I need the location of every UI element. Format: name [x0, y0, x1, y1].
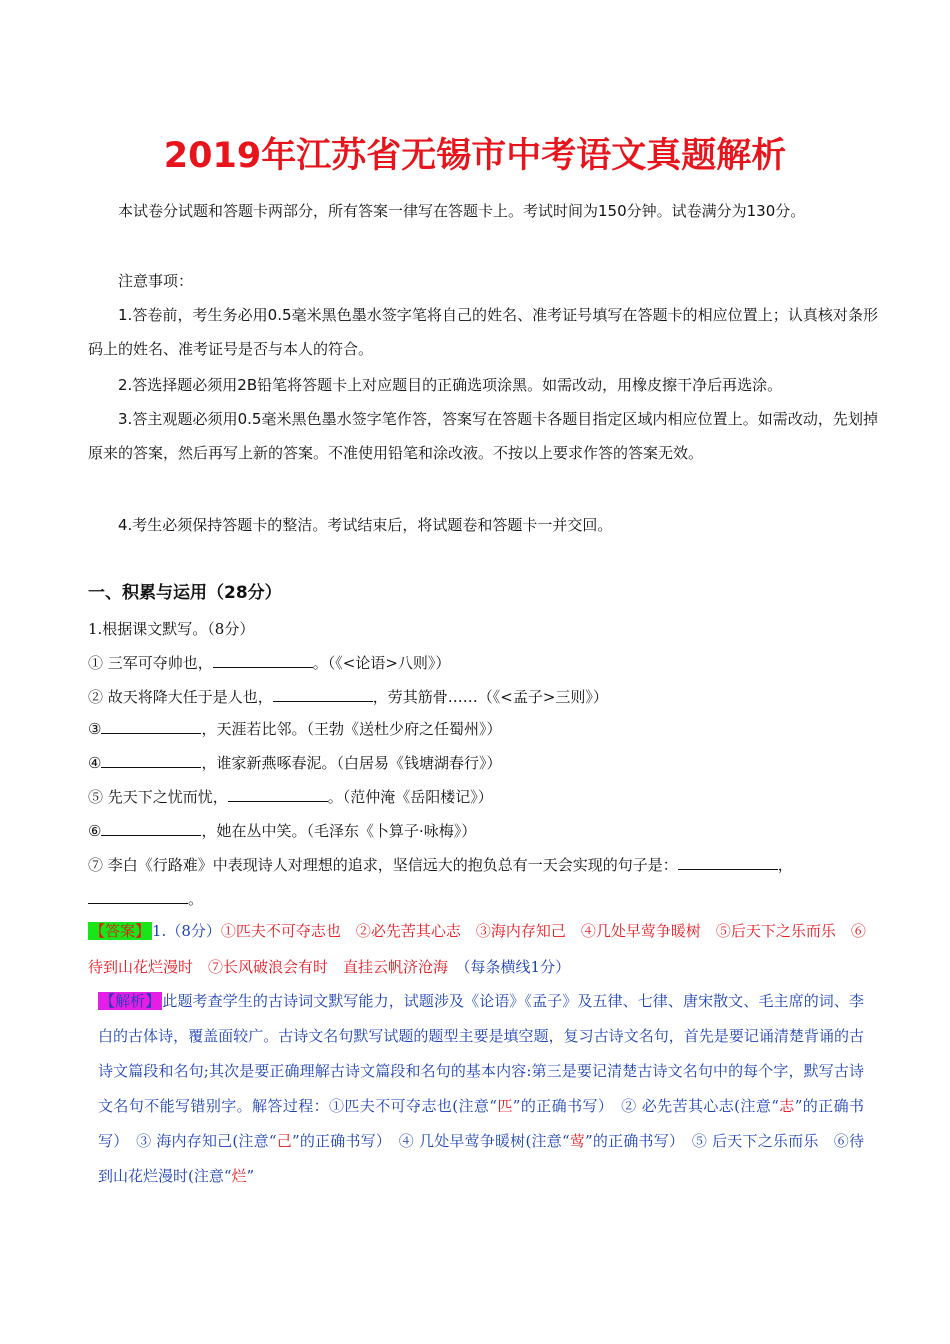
- question-item-5: [88, 786, 878, 807]
- analysis-text: ”的正确书写） ⑤ 后天下之乐而乐 ⑥待到山花烂漫时(注意“: [98, 1132, 864, 1185]
- intro-paragraph: 本试卷分试题和答题卡两部分，所有答案一律写在答题卡上。考试时间为150分钟。试卷满分为130分。: [118, 202, 806, 220]
- highlight-char: 莺: [569, 1132, 586, 1150]
- answer-blank[interactable]: [88, 889, 188, 904]
- answer-number: 1.（8分）: [152, 922, 221, 940]
- item-pre: ⑥: [88, 822, 102, 840]
- question-item-7: [88, 854, 878, 875]
- analysis-text: ”: [246, 1167, 255, 1185]
- item-pre: ② 故天将降大任于是人也，: [88, 688, 273, 706]
- answer-blank[interactable]: [228, 787, 328, 802]
- highlight-char: 己: [276, 1132, 292, 1150]
- item-post: ，天涯若比邻。（王勃《送杜少府之任蜀州》）: [201, 720, 502, 738]
- notice-1: 1.答卷前，考生务必用0.5毫米黑色墨水签字笔将自己的姓名、准考证号填写在答题卡的相应位置上；认真核对条形码上的姓名、准考证号是否与本人的符合。: [88, 306, 878, 358]
- question-item-3: [88, 718, 878, 739]
- item-pre: ⑦ 李白《行路难》中表现诗人对理想的追求，坚信远大的抱负总有一天会实现的句子是：: [88, 856, 678, 874]
- question-item-6: [88, 820, 878, 841]
- notice-3: 3.答主观题必须用0.5毫米黑色墨水签字笔作答，答案写在答题卡各题目指定区域内相应位置上。如需改动，先划掉原来的答案，然后再写上新的答案。不准使用铅笔和涂改液。不按以上要求作答的答案无效。: [88, 410, 878, 462]
- item-post: 。（范仲淹《岳阳楼记》）: [327, 788, 493, 806]
- question-item-1: [88, 652, 878, 673]
- answer-blank[interactable]: [213, 653, 313, 668]
- highlight-char: 匹: [496, 1097, 513, 1115]
- item-pre: ④: [88, 754, 102, 772]
- analysis-block: [98, 984, 864, 1194]
- item-post: ，: [777, 856, 793, 874]
- answer-blank[interactable]: [101, 753, 201, 768]
- section-title: 一、积累与运用（28分）: [88, 583, 282, 603]
- answer-blank[interactable]: [273, 687, 373, 702]
- analysis-text: ”的正确书写） ③ 海内存知己(注意“: [98, 1097, 864, 1150]
- item-post: ，她在丛中笑。（毛泽东《卜算子·咏梅》）: [201, 822, 477, 840]
- item-post: 。（《<论语>八则》）: [312, 654, 451, 672]
- highlight-char: 志: [778, 1097, 795, 1115]
- question-item-4: [88, 752, 878, 773]
- analysis-text: ”的正确书写） ④ 几处早莺争暖树(注意“: [291, 1132, 570, 1150]
- question-heading: 1.根据课文默写。（8分）: [88, 620, 255, 638]
- item-post: ，谁家新燕啄春泥。（白居易《钱塘湖春行》）: [201, 754, 502, 772]
- answer-tag: 【答案】: [90, 922, 151, 940]
- document-title: 2019年江苏省无锡市中考语文真题解析: [163, 136, 787, 176]
- notice-4: 4.考生必须保持答题卡的整洁。考试结束后，将试题卷和答题卡一并交回。: [118, 516, 613, 534]
- item-pre: ① 三军可夺帅也，: [88, 654, 213, 672]
- analysis-text: 此题考查学生的古诗词文默写能力，试题涉及《论语》《孟子》及五律、七律、唐宋散文、毛主席的词、李白的古体诗，覆盖面较广。古诗文名句默写试题的题型主要是填空题，复习古诗文名句，首先是要记诵清楚背诵的古诗文篇段和名句;其次是要正确理解古诗文篇段和名句的基本内容:第三是要记清楚古诗文名句中的每个字，默写古诗文名句不能写错别字。解答过程：①匹夫不可夺志也(注意“: [98, 992, 864, 1115]
- question-item-7-continued: [88, 888, 878, 909]
- answer-block: [88, 913, 878, 985]
- notice-heading: 注意事项：: [118, 272, 194, 290]
- item-post: 。: [188, 890, 204, 908]
- item-pre: ③: [88, 720, 102, 738]
- analysis-tag: 【解析】: [100, 992, 161, 1010]
- answer-note: （每条横线1分）: [463, 958, 571, 976]
- notice-2: 2.答选择题必须用2B铅笔将答题卡上对应题目的正确选项涂黑。如需改动，用橡皮擦干净后再选涂。: [118, 376, 783, 394]
- answer-blank[interactable]: [101, 719, 201, 734]
- item-pre: ⑤ 先天下之忧而忧，: [88, 788, 228, 806]
- highlight-char: 烂: [231, 1167, 247, 1185]
- question-item-2: [88, 686, 878, 707]
- answer-blank[interactable]: [678, 855, 778, 870]
- item-post: ，劳其筋骨……（《<孟子>三则》）: [372, 688, 608, 706]
- answer-blank[interactable]: [101, 821, 201, 836]
- answer-text: ①匹夫不可夺志也 ②必先苦其心志 ③海内存知己 ④几处早莺争暖树 ⑤后天下之乐而乐 ⑥待到山花烂漫时 ⑦长风破浪会有时 直挂云帆济沧海: [88, 922, 866, 976]
- analysis-text: ”的正确书写） ② 必先苦其心志(注意“: [512, 1097, 779, 1115]
